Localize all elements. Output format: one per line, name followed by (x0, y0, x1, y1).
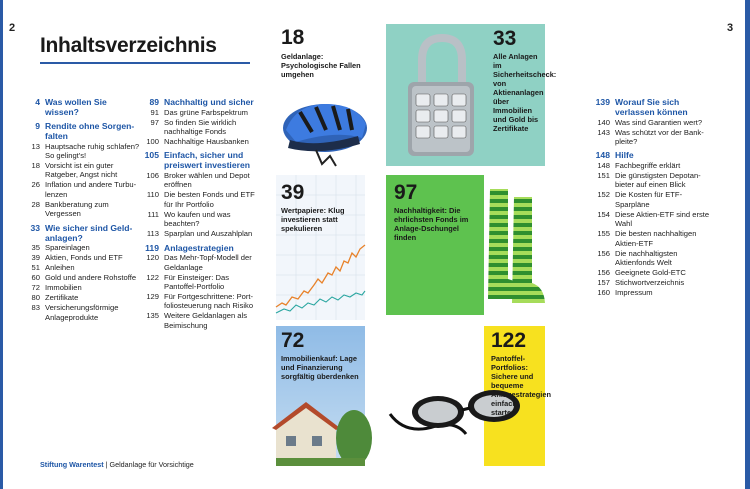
toc-entry[interactable] (22, 283, 142, 292)
toc-entry-title: Rendite ohne Sorgenfalten (45, 121, 135, 141)
page-number-right: 3 (727, 22, 734, 34)
footer-brand: Stiftung Warentest (40, 460, 104, 469)
toc-page-number: 35 (31, 243, 40, 253)
toc-page-number: 110 (146, 190, 159, 200)
toc-entry[interactable] (592, 118, 714, 127)
toc-entry[interactable] (22, 142, 142, 161)
toc-entry[interactable] (141, 229, 263, 238)
toc-entry-title: Anleihen (45, 263, 75, 273)
toc-entry-title: Geeignete Gold-ETC (615, 268, 686, 278)
toc-entry-title: Die besten Fonds und ETF für Ihr Portfolio (164, 190, 255, 209)
tile-33-lock[interactable] (386, 24, 557, 166)
toc-entry[interactable] (141, 253, 263, 272)
toc-page-number: 97 (150, 117, 159, 127)
toc-entry[interactable] (592, 229, 714, 248)
toc-column-2 (141, 97, 263, 331)
toc-page-number: 154 (597, 209, 610, 219)
toc-entry[interactable] (22, 293, 142, 302)
footer-separator: | (103, 460, 110, 469)
toc-entry-title: Impressum (615, 288, 653, 298)
toc-entry-title: Hilfe (615, 150, 634, 161)
toc-entry-title: Was schützt vor der Bankpleite? (615, 127, 704, 146)
toc-page-number: 28 (31, 199, 40, 209)
toc-entry[interactable] (592, 190, 714, 209)
toc-entry[interactable] (22, 161, 142, 180)
toc-page-number: 80 (31, 293, 40, 303)
toc-entry-title: Nachhaltig und sicher (164, 97, 254, 107)
tile-39-chart[interactable] (276, 175, 365, 320)
toc-entry[interactable] (592, 288, 714, 297)
toc-entry[interactable] (22, 303, 142, 322)
toc-entry-title: Bankberatung zum Vergessen (45, 199, 109, 219)
left-edge-bar (0, 0, 3, 489)
toc-entry-title: So finden Sie wirklich nachhaltige Fonds (164, 117, 237, 136)
toc-entry-title: Hauptsache ruhig schlafen? So gelingt's! (45, 141, 140, 160)
title-rule (40, 62, 250, 64)
toc-entry-title: Die Kosten für ETF-Sparpläne (615, 190, 683, 209)
toc-page-number: 51 (31, 263, 40, 273)
toc-entry[interactable] (592, 171, 714, 190)
toc-entry-title: Spareinlagen (45, 243, 90, 253)
toc-page-number: 148 (595, 150, 610, 161)
toc-page-number: 122 (146, 272, 159, 282)
toc-entry-title: Nachhaltige Hausbanken (164, 137, 249, 146)
toc-entry[interactable] (141, 108, 263, 117)
toc-page-number: 100 (146, 137, 159, 146)
toc-entry-title: Sparplan und Auszahlplan (164, 229, 253, 239)
toc-entry-title: Zertifikate (45, 293, 79, 303)
toc-entry-title: Stichwortverzeichnis (615, 278, 685, 288)
toc-page-number: 26 (31, 180, 40, 190)
tile-72-number: 72 (281, 329, 305, 352)
toc-page-number: 105 (144, 150, 159, 161)
toc-entry-title: Anlagestrategien (164, 242, 234, 253)
toc-entry[interactable] (141, 171, 263, 190)
toc-entry-title: Diese Aktien-ETF sind erste Wahl (615, 209, 710, 229)
tile-122-caption: Pantoffel-Portfolios: Sichere und bequeme Anlagestrategien einfach starten (491, 354, 551, 417)
right-edge-bar (745, 0, 750, 489)
toc-page-number: 129 (146, 292, 159, 302)
toc-page-number: 157 (597, 278, 610, 288)
toc-page-number: 9 (35, 121, 40, 131)
helmet-illustration (276, 94, 371, 173)
toc-section[interactable] (22, 121, 142, 141)
toc-entry-title: Einfach, sicher und preiswert investieren (164, 150, 250, 171)
toc-page-number: 120 (146, 253, 159, 263)
toc-entry[interactable] (22, 273, 142, 282)
tile-39-number: 39 (281, 181, 305, 204)
toc-page-number: 139 (595, 97, 610, 107)
toc-page-number: 4 (35, 97, 40, 107)
toc-entry[interactable] (141, 210, 263, 229)
toc-entry[interactable] (592, 161, 714, 170)
toc-page-number: 152 (597, 190, 610, 200)
footer-text: Geldanlage für Vorsichtige (109, 460, 194, 469)
toc-entry-title: Die nachhaltigsten Aktienfonds Welt (615, 248, 678, 268)
toc-entry[interactable] (22, 253, 142, 262)
toc-section[interactable] (22, 97, 142, 117)
tile-18-number: 18 (281, 26, 305, 49)
tile-72-house[interactable] (276, 326, 365, 466)
toc-entry-title: Für Fortgeschrittene: Portfoliosteuerung nach Risiko (164, 292, 254, 311)
toc-entry[interactable] (22, 180, 142, 199)
toc-entry-title: Das grüne Farbspektrum (164, 107, 248, 117)
toc-page-number: 91 (150, 107, 159, 117)
toc-entry-title: Weitere Geldanlagen als Beimischung (164, 311, 248, 330)
tile-97-boots[interactable] (386, 175, 545, 315)
toc-entry[interactable] (592, 128, 714, 147)
toc-section[interactable] (141, 243, 263, 253)
toc-entry-title: Was wollen Sie wissen? (45, 97, 107, 117)
tile-97-number: 97 (394, 181, 418, 204)
toc-entry-title: Aktien, Fonds und ETF (45, 253, 123, 263)
toc-section[interactable] (22, 223, 142, 243)
tile-18-caption: Geldanlage: Psychologische Fallen umgehen (281, 52, 361, 79)
tile-33-caption: Alle Anlagen im Sicherheitscheck: von Aktienanlagen über Immobilien und Gold bis Zertifikate (493, 52, 557, 133)
toc-entry-title: Wo kaufen und was beachten? (164, 209, 231, 229)
toc-entry[interactable] (22, 200, 142, 219)
toc-section[interactable] (141, 150, 263, 170)
toc-entry-title: Worauf Sie sich verlassen können (615, 97, 688, 117)
toc-entry[interactable] (141, 273, 263, 292)
tile-33-number: 33 (493, 27, 517, 50)
toc-page-number: 111 (147, 209, 159, 219)
toc-entry[interactable] (592, 249, 714, 268)
tile-122-number: 122 (491, 329, 527, 352)
rubber-boots-illustration (484, 175, 545, 315)
toc-page-number: 148 (597, 161, 610, 170)
tile-18-helmet[interactable] (276, 24, 371, 173)
toc-entry-title: Für Einsteiger: Das Pantoffel-Portfolio (164, 272, 229, 292)
toc-page-number: 13 (31, 141, 40, 151)
toc-entry[interactable] (22, 263, 142, 272)
toc-entry-title: Inflation und andere Turbulenzen (45, 180, 137, 199)
footer (40, 460, 194, 469)
toc-entry[interactable] (141, 292, 263, 311)
toc-page-number: 156 (597, 248, 610, 258)
toc-page-number: 156 (597, 268, 610, 278)
tile-72-caption: Immobilienkauf: Lage und Finanzierung sorgfältig überdenken (281, 354, 359, 381)
toc-page-number: 33 (30, 222, 40, 233)
toc-page-number: 113 (146, 229, 159, 239)
toc-entry[interactable] (141, 137, 263, 146)
toc-entry[interactable] (141, 118, 263, 137)
toc-entry-title: Die günstigsten Depotanbieter auf einen Blick (615, 171, 701, 190)
toc-entry-title: Wie sicher sind Geldanlagen? (45, 222, 133, 243)
toc-page-number: 39 (31, 253, 40, 263)
toc-page-number: 151 (597, 171, 610, 180)
toc-page-number: 89 (149, 97, 159, 107)
toc-page-number: 143 (597, 127, 610, 137)
toc-section[interactable] (141, 97, 263, 107)
toc-entry-title: Gold und andere Rohstoffe (45, 273, 137, 283)
tile-39-caption: Wertpapiere: Klug investieren statt spekulieren (281, 206, 345, 233)
toc-entry[interactable] (22, 243, 142, 252)
tile-97-caption: Nachhaltigkeit: Die ehrlichsten Fonds im Anlage-Dschungel finden (394, 206, 469, 242)
toc-entry-title: Die besten nachhaltigen Aktien-ETF (615, 229, 697, 248)
toc-page-number: 72 (31, 283, 40, 293)
toc-page-number: 18 (31, 161, 40, 170)
toc-entry-title: Broker wählen und Depot eröffnen (164, 171, 250, 190)
toc-section[interactable] (592, 97, 714, 117)
toc-page-number: 60 (31, 273, 40, 283)
toc-entry[interactable] (592, 278, 714, 287)
toc-page-number: 135 (146, 311, 159, 321)
toc-entry[interactable] (141, 311, 263, 330)
toc-page-number: 83 (31, 303, 40, 313)
toc-page-number: 140 (597, 117, 610, 127)
toc-page-number: 119 (145, 242, 159, 253)
toc-entry-title: Das Mehr-Topf-Modell der Geldanlage (164, 253, 252, 272)
page-title: Inhaltsverzeichnis (40, 34, 217, 57)
toc-entry[interactable] (592, 210, 714, 229)
toc-column-3 (592, 97, 714, 298)
tile-122-goggles[interactable] (386, 326, 551, 466)
toc-entry[interactable] (592, 268, 714, 277)
toc-entry-title: Was sind Garantien wert? (615, 117, 703, 127)
toc-entry-title: Versicherungsförmige Anlageprodukte (45, 303, 119, 322)
toc-entry[interactable] (141, 190, 263, 209)
toc-page-number: 106 (146, 171, 159, 180)
page-number-left: 2 (9, 22, 16, 34)
toc-page-number: 160 (597, 288, 610, 298)
toc-section[interactable] (592, 150, 714, 160)
toc-page-number: 155 (597, 229, 610, 239)
toc-entry-title: Immobilien (45, 283, 82, 293)
toc-entry-title: Fachbegriffe erklärt (615, 161, 681, 170)
toc-entry-title: Vorsicht ist ein guter Ratgeber, Angst nicht (45, 161, 118, 180)
toc-column-1 (22, 97, 142, 323)
